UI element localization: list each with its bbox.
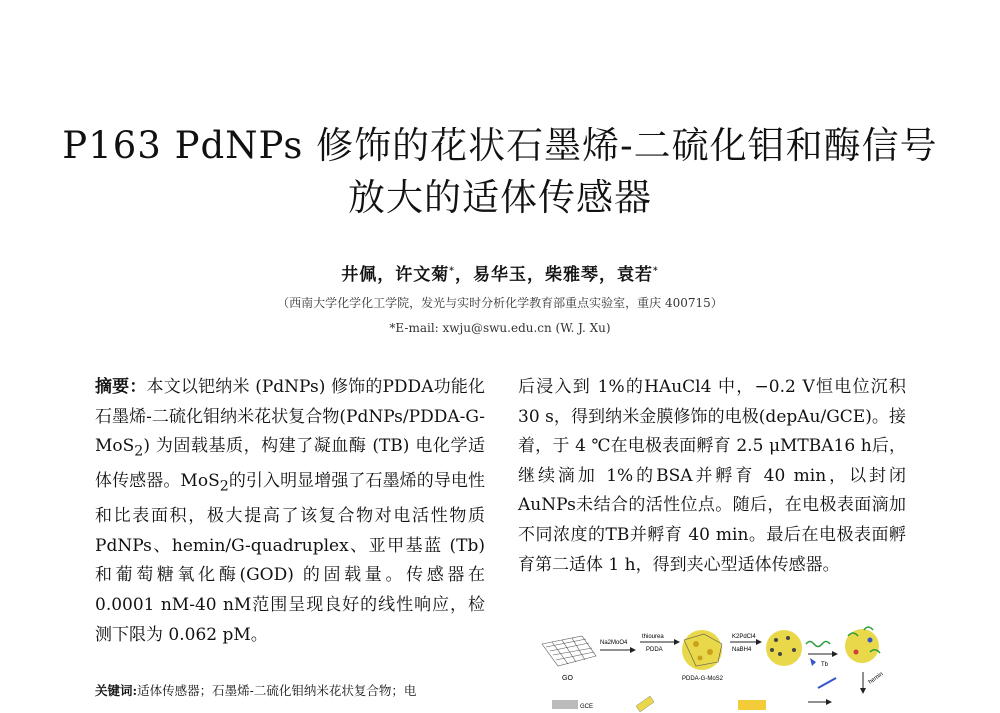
mos2-flower-icon bbox=[682, 630, 722, 670]
product-label: PDDA-G-MoS2 bbox=[682, 676, 724, 682]
reagent-label: PDDA bbox=[646, 647, 663, 653]
reagent-label: NaBH4 bbox=[732, 647, 752, 653]
pdnp-composite-icon bbox=[766, 630, 802, 666]
go-label: GO bbox=[562, 675, 573, 682]
method-column bbox=[518, 373, 906, 580]
gce-label: GCE bbox=[580, 704, 594, 710]
tb-molecule-icon bbox=[810, 658, 816, 666]
reagent-label: K2PdCl4 bbox=[732, 634, 756, 640]
reagent-label: Na2MoO4 bbox=[600, 640, 628, 646]
graphene-sheet-icon bbox=[542, 636, 596, 666]
gce-electrode-icon bbox=[552, 700, 578, 709]
arrow-head bbox=[832, 651, 838, 657]
arrow-head bbox=[630, 647, 636, 653]
contact-email: *E-mail: xwju@swu.edu.cn (W. J. Xu) bbox=[389, 321, 611, 335]
author-separator: ， bbox=[599, 265, 617, 285]
synthesis-scheme-figure bbox=[518, 622, 906, 713]
author-separator: ， bbox=[527, 265, 545, 285]
paper-title-line1: P163 PdNPs 修饰的花状石墨烯-二硫化钼和酶信号 bbox=[62, 124, 938, 167]
author-separator: ， bbox=[377, 265, 396, 285]
corresponding-mark: * bbox=[653, 266, 659, 277]
keywords-text: 适体传感器；石墨烯-二硫化钼纳米花状复合物；电 bbox=[137, 683, 417, 698]
arrow-head bbox=[860, 688, 866, 694]
keywords-label: 关键词: bbox=[95, 683, 138, 698]
subscript: 2 bbox=[219, 478, 229, 495]
abstract-text-2: ) 为固载基质，构建了凝血酶 (TB) 电化学适体传感器。MoS bbox=[95, 436, 485, 492]
method-text: 后浸入到 1%的HAuCl4 中，−0.2 V恒电位沉积 30 s，得到纳米金膜修饰的电极(depAu/GCE)。接着，于 4 ℃在电极表面孵育 2.5 μMTBA16 h后，继续滴加 1%的BSA并孵育 40 min，以封闭AuNPs未结合的活性位点。随后，在电极表面滴加不同浓度的TB并孵育 40 min。最后在电极表面孵育第二适体 1 h，得到夹心型适体传感器。 bbox=[518, 377, 906, 575]
abstract-text-3: 的引入明显增强了石墨烯的导电性和比表面积，极大提高了该复合物对电活性物质PdNPs、hemin/G-quadruplex、亚甲基蓝 (Tb) 和葡萄糖氧化酶(GOD) 的固载量。传感器在 0.0001 nM-40 nM范围呈现良好的线性响应，检测下限为 0.062 pM。 bbox=[95, 471, 485, 645]
author: 易华玉 bbox=[473, 265, 527, 285]
corresponding-mark: * bbox=[449, 266, 455, 277]
arrow-head bbox=[826, 699, 832, 705]
author-separator: ， bbox=[455, 265, 473, 285]
arrow-head bbox=[674, 639, 680, 645]
tb-label: Tb bbox=[821, 662, 829, 668]
affiliation: （西南大学化学化工学院，发光与实时分析化学教育部重点实验室，重庆 400715） bbox=[277, 296, 723, 310]
labeled-probe-icon bbox=[845, 627, 880, 663]
author: 袁若 bbox=[617, 265, 653, 285]
abstract-label: 摘要： bbox=[95, 377, 147, 397]
author-list bbox=[0, 260, 1000, 285]
arrow-head bbox=[756, 639, 762, 645]
author: 许文菊 bbox=[395, 265, 450, 285]
paper-title-line2: 放大的适体传感器 bbox=[348, 176, 652, 219]
abstract-text-1: 本文以钯纳米 (PdNPs) 修饰的PDDA功能化石墨烯-二硫化钼纳米花状复合物(PdNPs/PDDA-G-MoS bbox=[95, 377, 486, 457]
electrode-step-icon bbox=[738, 700, 766, 710]
probe-strand-icon bbox=[818, 678, 836, 688]
author: 柴雅琴 bbox=[545, 265, 599, 285]
modified-electrode-icon bbox=[636, 696, 654, 712]
reagent-label: thiourea bbox=[642, 634, 664, 640]
subscript: 2 bbox=[134, 443, 144, 460]
aptamer-strand-icon bbox=[806, 642, 830, 647]
hemin-label: hemin bbox=[867, 671, 885, 686]
keywords-line bbox=[95, 681, 490, 699]
abstract-column bbox=[95, 373, 485, 650]
author: 井佩 bbox=[341, 265, 378, 285]
